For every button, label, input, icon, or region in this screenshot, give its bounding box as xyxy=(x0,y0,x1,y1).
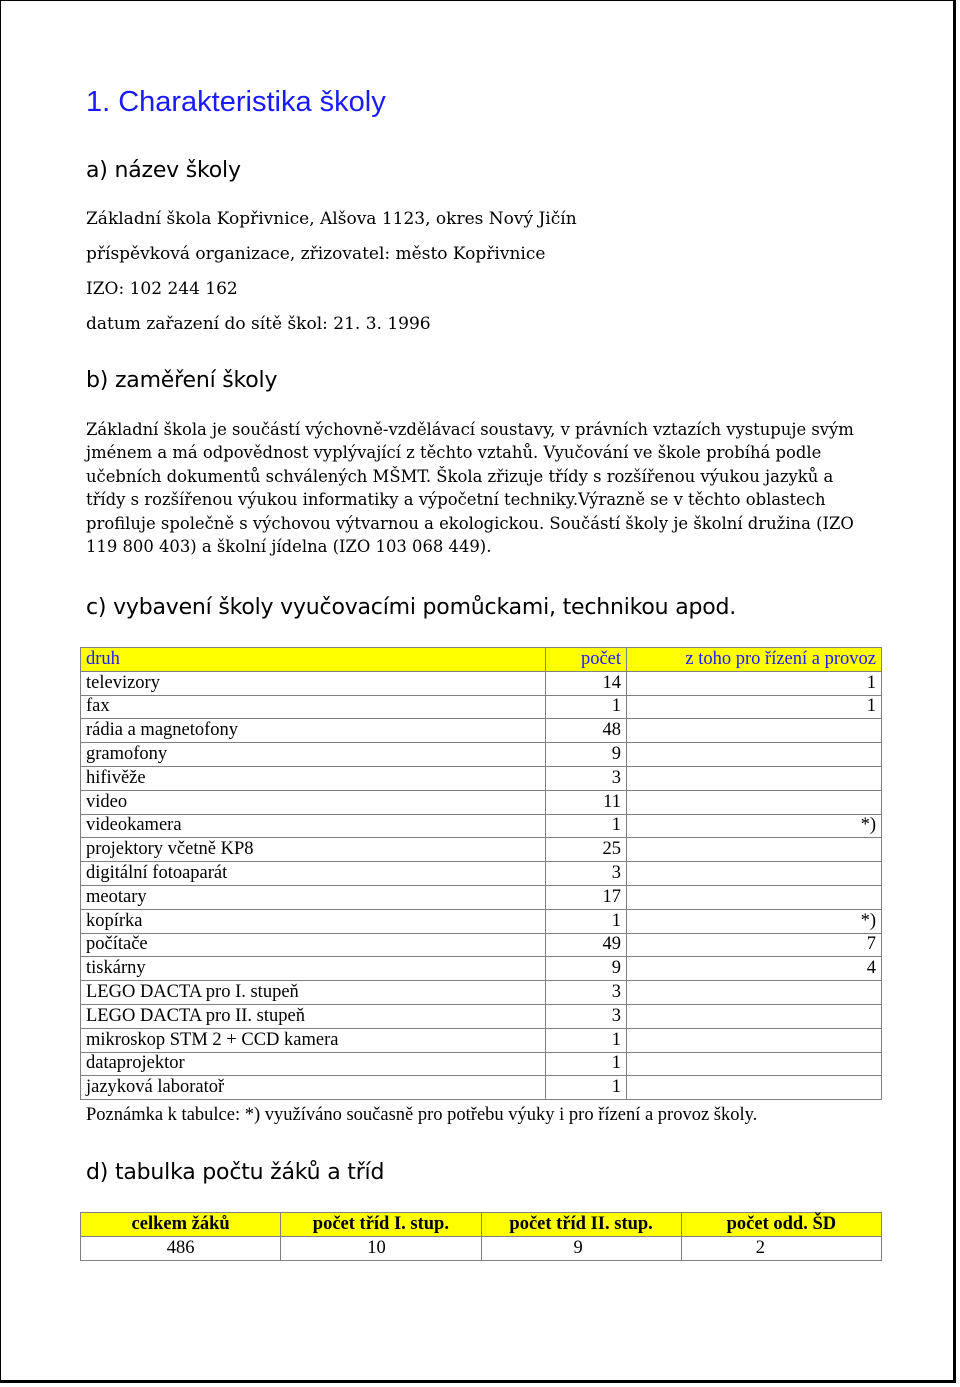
equipment-admin-count: 4 xyxy=(627,957,882,981)
pupils-table-row xyxy=(81,1237,882,1261)
header-after-school-groups: počet odd. ŠD xyxy=(681,1213,881,1237)
equipment-admin-count xyxy=(627,838,882,862)
header-count: počet xyxy=(546,648,627,672)
equipment-kind: videokamera xyxy=(81,814,546,838)
header-total-pupils: celkem žáků xyxy=(81,1213,281,1237)
pupils-table-header xyxy=(81,1213,882,1237)
paragraph-line: třídy s rozšířenou výukou informatiky a výpočetní techniky.Výrazně se v těchto oblastech xyxy=(86,490,826,510)
equipment-kind: LEGO DACTA pro I. stupeň xyxy=(81,981,546,1005)
equipment-admin-count xyxy=(627,719,882,743)
equipment-kind: gramofony xyxy=(81,743,546,767)
paragraph-line: Základní škola je součástí výchovně-vzdělávací soustavy, v právních vztazích vystupuje svým xyxy=(86,420,854,439)
header-classes-first-level: počet tříd I. stup. xyxy=(281,1213,481,1237)
table-row xyxy=(81,933,882,957)
paragraph-line: 119 800 403) a školní jídelna (IZO 103 068 449). xyxy=(86,537,492,557)
paragraph-line: učebních dokumentů schválených MŠMT. Škola zřizuje třídy s rozšířenou výukou jazyků a xyxy=(86,466,834,486)
focus-paragraph xyxy=(86,418,882,558)
table-row xyxy=(81,981,882,1005)
equipment-admin-count: 1 xyxy=(627,671,882,695)
equipment-kind: rádia a magnetofony xyxy=(81,719,546,743)
equipment-admin-count xyxy=(627,862,882,886)
equipment-count: 25 xyxy=(546,838,627,862)
izo-line: IZO: 102 244 162 xyxy=(86,279,238,299)
equipment-admin-count: *) xyxy=(627,814,882,838)
equipment-admin-count xyxy=(627,1076,882,1100)
equipment-kind: meotary xyxy=(81,885,546,909)
equipment-admin-count: 7 xyxy=(627,933,882,957)
page-title xyxy=(86,86,386,119)
heading-title: Charakteristika školy xyxy=(118,86,386,118)
equipment-count: 1 xyxy=(546,1076,627,1100)
table-note: Poznámka k tabulce: *) využíváno současně pro potřebu výuky i pro řízení a provoz školy. xyxy=(86,1105,758,1125)
equipment-kind: tiskárny xyxy=(81,957,546,981)
equipment-kind: video xyxy=(81,790,546,814)
table-row xyxy=(81,909,882,933)
table-row xyxy=(81,885,882,909)
equipment-table xyxy=(80,647,882,1100)
equipment-count: 17 xyxy=(546,885,627,909)
after-school-groups-value: 2 xyxy=(681,1237,881,1261)
school-name-line: Základní škola Kopřivnice, Alšova 1123, okres Nový Jičín xyxy=(86,209,577,229)
equipment-count: 11 xyxy=(546,790,627,814)
equipment-count: 1 xyxy=(546,909,627,933)
paragraph-line: profiluje společně s výchovou výtvarnou a ekologickou. Součástí školy je školní družina (IZO xyxy=(86,513,854,533)
equipment-count: 14 xyxy=(546,671,627,695)
equipment-admin-count xyxy=(627,1052,882,1076)
table-row xyxy=(81,1052,882,1076)
equipment-admin-count xyxy=(627,766,882,790)
classes-second-level-value: 9 xyxy=(481,1237,681,1261)
equipment-admin-count: *) xyxy=(627,909,882,933)
equipment-count: 9 xyxy=(546,743,627,767)
table-row xyxy=(81,814,882,838)
total-pupils-value: 486 xyxy=(81,1237,281,1261)
equipment-admin-count xyxy=(627,1028,882,1052)
equipment-count: 3 xyxy=(546,862,627,886)
equipment-table-header xyxy=(81,648,882,672)
header-admin: z toho pro řízení a provoz xyxy=(627,648,882,672)
equipment-count: 49 xyxy=(546,933,627,957)
section-d-title: d) tabulka počtu žáků a tříd xyxy=(86,1160,385,1185)
equipment-kind: televizory xyxy=(81,671,546,695)
section-b-title: b) zaměření školy xyxy=(86,368,278,393)
equipment-admin-count xyxy=(627,1004,882,1028)
table-row xyxy=(81,743,882,767)
table-row xyxy=(81,766,882,790)
section-c-title: c) vybavení školy vyučovacími pomůckami, technikou apod. xyxy=(86,595,737,620)
heading-number: 1. xyxy=(86,86,111,118)
equipment-count: 1 xyxy=(546,695,627,719)
equipment-admin-count xyxy=(627,885,882,909)
table-row xyxy=(81,790,882,814)
pupils-table xyxy=(80,1212,882,1261)
equipment-kind: fax xyxy=(81,695,546,719)
equipment-count: 1 xyxy=(546,814,627,838)
equipment-count: 1 xyxy=(546,1052,627,1076)
table-row xyxy=(81,1028,882,1052)
equipment-kind: mikroskop STM 2 + CCD kamera xyxy=(81,1028,546,1052)
table-row xyxy=(81,1076,882,1100)
equipment-kind: hifivěže xyxy=(81,766,546,790)
equipment-count: 48 xyxy=(546,719,627,743)
paragraph-line: jménem a má odpovědnost vyplývající z těchto vztahů. Vyučování ve škole probíhá podle xyxy=(86,443,822,463)
header-kind: druh xyxy=(81,648,546,672)
table-row xyxy=(81,671,882,695)
equipment-count: 3 xyxy=(546,981,627,1005)
equipment-admin-count xyxy=(627,790,882,814)
equipment-kind: digitální fotoaparát xyxy=(81,862,546,886)
equipment-kind: počítače xyxy=(81,933,546,957)
table-row xyxy=(81,695,882,719)
table-row xyxy=(81,838,882,862)
equipment-count: 9 xyxy=(546,957,627,981)
equipment-kind: kopírka xyxy=(81,909,546,933)
equipment-count: 1 xyxy=(546,1028,627,1052)
equipment-kind: jazyková laboratoř xyxy=(81,1076,546,1100)
equipment-count: 3 xyxy=(546,1004,627,1028)
table-row xyxy=(81,719,882,743)
network-date-line: datum zařazení do sítě škol: 21. 3. 1996 xyxy=(86,314,431,334)
organization-line: příspěvková organizace, zřizovatel: město Kopřivnice xyxy=(86,244,546,264)
table-row xyxy=(81,957,882,981)
equipment-kind: dataprojektor xyxy=(81,1052,546,1076)
classes-first-level-value: 10 xyxy=(281,1237,481,1261)
header-classes-second-level: počet tříd II. stup. xyxy=(481,1213,681,1237)
equipment-kind: LEGO DACTA pro II. stupeň xyxy=(81,1004,546,1028)
equipment-admin-count xyxy=(627,981,882,1005)
section-a-title: a) název školy xyxy=(86,158,241,183)
table-row xyxy=(81,862,882,886)
equipment-kind: projektory včetně KP8 xyxy=(81,838,546,862)
equipment-admin-count xyxy=(627,743,882,767)
equipment-admin-count: 1 xyxy=(627,695,882,719)
table-row xyxy=(81,1004,882,1028)
equipment-count: 3 xyxy=(546,766,627,790)
